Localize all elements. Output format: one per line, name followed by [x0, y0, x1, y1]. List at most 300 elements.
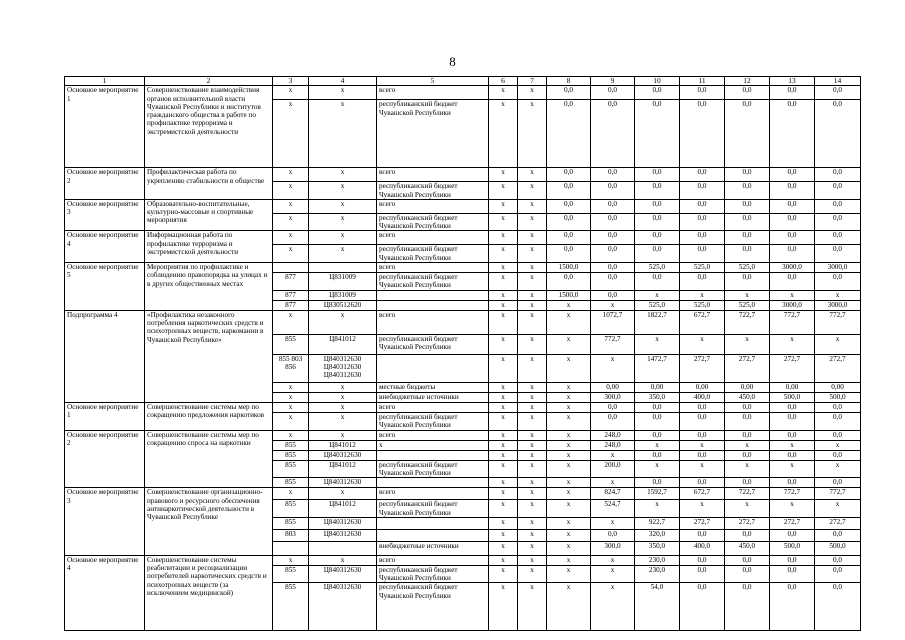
amount-cell: 248,0: [591, 440, 635, 450]
funding-source-cell: республиканский бюджет Чувашской Республики: [377, 583, 489, 631]
amount-cell: 0,0: [725, 213, 770, 231]
activity-title-cell: Образовательно-воспитательные, культурно-массовые и спортивные мероприятия: [145, 199, 273, 231]
amount-cell: 0,0: [725, 583, 770, 631]
amount-cell: x: [518, 199, 547, 213]
funding-source-cell: всего: [377, 86, 489, 100]
target-item-code-cell: Ц841012: [309, 500, 377, 518]
amount-cell: 524,7: [591, 500, 635, 518]
grbs-code-cell: x: [273, 231, 309, 245]
amount-cell: x: [518, 412, 547, 430]
amount-cell: 1472,7: [635, 354, 680, 382]
amount-cell: x: [591, 478, 635, 488]
amount-cell: x: [489, 402, 518, 412]
amount-cell: 824,7: [591, 488, 635, 500]
amount-cell: 0,0: [770, 273, 815, 291]
amount-cell: x: [547, 565, 591, 583]
amount-cell: x: [518, 529, 547, 541]
amount-cell: 0,0: [770, 583, 815, 631]
funding-source-cell: республиканский бюджет Чувашской Республики: [377, 273, 489, 291]
amount-cell: 922,7: [635, 517, 680, 529]
funding-source-cell: всего: [377, 430, 489, 440]
amount-cell: x: [518, 86, 547, 100]
amount-cell: 0,0: [591, 182, 635, 200]
grbs-code-cell: x: [273, 86, 309, 100]
amount-cell: 0,0: [680, 231, 725, 245]
amount-cell: 0,0: [725, 231, 770, 245]
activity-code-cell: Основное мероприятие 2: [65, 168, 145, 200]
target-item-code-cell: Ц841012: [309, 334, 377, 354]
activity-code-cell: Основное мероприятие 3: [65, 199, 145, 231]
amount-cell: 0,0: [725, 199, 770, 213]
amount-cell: 248,0: [591, 430, 635, 440]
table-row: [65, 310, 861, 334]
amount-cell: 272,7: [680, 354, 725, 382]
funding-source-cell: республиканский бюджет Чувашской Республики: [377, 213, 489, 231]
amount-cell: 0,0: [815, 450, 861, 460]
amount-cell: 772,7: [591, 334, 635, 354]
amount-cell: x: [518, 392, 547, 402]
grbs-code-cell: x: [273, 310, 309, 334]
grbs-code-cell: x: [273, 382, 309, 392]
amount-cell: 1592,7: [635, 488, 680, 500]
funding-source-cell: всего: [377, 168, 489, 182]
amount-cell: x: [547, 460, 591, 478]
amount-cell: 0,0: [680, 402, 725, 412]
funding-source-cell: [377, 529, 489, 541]
page-number: 8: [449, 54, 456, 69]
funding-source-cell: x: [377, 440, 489, 450]
amount-cell: x: [489, 392, 518, 402]
amount-cell: x: [547, 382, 591, 392]
amount-cell: x: [489, 412, 518, 430]
grbs-code-cell: 855: [273, 517, 309, 529]
amount-cell: x: [547, 529, 591, 541]
grbs-code-cell: x: [273, 199, 309, 213]
amount-cell: 0,0: [680, 213, 725, 231]
amount-cell: 0,0: [635, 213, 680, 231]
amount-cell: x: [547, 430, 591, 440]
amount-cell: 54,0: [635, 583, 680, 631]
amount-cell: x: [518, 263, 547, 273]
table-row: [65, 555, 861, 565]
amount-cell: x: [518, 100, 547, 168]
amount-cell: x: [591, 583, 635, 631]
amount-cell: 0,0: [815, 199, 861, 213]
amount-cell: 0,0: [591, 86, 635, 100]
amount-cell: x: [518, 245, 547, 263]
amount-cell: x: [518, 290, 547, 300]
activity-code-cell: Основное мероприятие 1: [65, 402, 145, 430]
amount-cell: 500,0: [770, 392, 815, 402]
activity-code-cell: Основное мероприятие 4: [65, 555, 145, 631]
amount-cell: 0,0: [680, 583, 725, 631]
column-number-8: 8: [547, 77, 591, 86]
amount-cell: 0,0: [635, 86, 680, 100]
amount-cell: x: [547, 500, 591, 518]
target-item-code-cell: Ц840312630: [309, 450, 377, 460]
amount-cell: x: [635, 440, 680, 450]
amount-cell: x: [518, 182, 547, 200]
amount-cell: 0,0: [815, 273, 861, 291]
amount-cell: 0,0: [547, 231, 591, 245]
amount-cell: 0,0: [547, 199, 591, 213]
amount-cell: 0,0: [725, 565, 770, 583]
funding-source-cell: [377, 517, 489, 529]
amount-cell: 272,7: [680, 517, 725, 529]
column-number-10: 10: [635, 77, 680, 86]
amount-cell: 350,0: [635, 541, 680, 555]
amount-cell: x: [635, 290, 680, 300]
amount-cell: x: [489, 517, 518, 529]
amount-cell: x: [591, 555, 635, 565]
funding-source-cell: республиканский бюджет Чувашской Республики: [377, 245, 489, 263]
grbs-code-cell: 877: [273, 290, 309, 300]
amount-cell: x: [518, 488, 547, 500]
column-number-12: 12: [725, 77, 770, 86]
amount-cell: 230,0: [635, 555, 680, 565]
amount-cell: x: [489, 529, 518, 541]
column-number-11: 11: [680, 77, 725, 86]
amount-cell: x: [518, 273, 547, 291]
amount-cell: x: [518, 334, 547, 354]
amount-cell: 0,0: [815, 182, 861, 200]
funding-source-cell: всего: [377, 310, 489, 334]
amount-cell: x: [815, 290, 861, 300]
amount-cell: 3000,0: [815, 263, 861, 273]
amount-cell: x: [489, 450, 518, 460]
amount-cell: 200,0: [591, 460, 635, 478]
activity-code-cell: Основное мероприятие 4: [65, 231, 145, 263]
grbs-code-cell: x: [273, 402, 309, 412]
amount-cell: x: [489, 488, 518, 500]
amount-cell: x: [489, 440, 518, 450]
amount-cell: x: [815, 460, 861, 478]
amount-cell: 0,0: [770, 213, 815, 231]
table-row: [65, 168, 861, 182]
amount-cell: 0,0: [770, 555, 815, 565]
amount-cell: 0,0: [815, 100, 861, 168]
activity-title-cell: Информационная работа по профилактике терроризма и экстремистской деятельности: [145, 231, 273, 263]
amount-cell: x: [680, 440, 725, 450]
column-number-1: 1: [65, 77, 145, 86]
amount-cell: 400,0: [680, 541, 725, 555]
amount-cell: 0,00: [635, 382, 680, 392]
amount-cell: x: [518, 555, 547, 565]
amount-cell: x: [518, 583, 547, 631]
amount-cell: 0,00: [680, 382, 725, 392]
target-item-code-cell: [309, 263, 377, 273]
amount-cell: 0,0: [680, 182, 725, 200]
target-item-code-cell: Ц841012: [309, 460, 377, 478]
grbs-code-cell: x: [273, 213, 309, 231]
amount-cell: x: [518, 213, 547, 231]
amount-cell: x: [547, 488, 591, 500]
amount-cell: 0,0: [635, 402, 680, 412]
column-number-7: 7: [518, 77, 547, 86]
table-row: [65, 402, 861, 412]
amount-cell: 0,0: [770, 182, 815, 200]
amount-cell: x: [725, 440, 770, 450]
amount-cell: x: [489, 500, 518, 518]
amount-cell: x: [635, 460, 680, 478]
funding-source-cell: местные бюджеты: [377, 382, 489, 392]
amount-cell: 0,0: [680, 430, 725, 440]
amount-cell: x: [770, 500, 815, 518]
amount-cell: x: [489, 100, 518, 168]
activity-code-cell: Основное мероприятие 2: [65, 430, 145, 488]
amount-cell: 0,0: [591, 168, 635, 182]
amount-cell: 272,7: [725, 354, 770, 382]
amount-cell: x: [591, 354, 635, 382]
amount-cell: 0,0: [770, 478, 815, 488]
amount-cell: x: [547, 402, 591, 412]
amount-cell: x: [815, 334, 861, 354]
amount-cell: 0,0: [635, 100, 680, 168]
target-item-code-cell: Ц840312630: [309, 529, 377, 541]
target-item-code-cell: x: [309, 213, 377, 231]
amount-cell: 0,0: [725, 100, 770, 168]
amount-cell: x: [815, 500, 861, 518]
target-item-code-cell: x: [309, 245, 377, 263]
amount-cell: 722,7: [725, 310, 770, 334]
target-item-code-cell: [309, 541, 377, 555]
grbs-code-cell: 855: [273, 440, 309, 450]
amount-cell: 272,7: [815, 517, 861, 529]
amount-cell: 0,0: [547, 245, 591, 263]
amount-cell: 272,7: [770, 517, 815, 529]
activity-title-cell: Совершенствование взаимодействия органов исполнительной власти Чувашской Республики и институтов гражданского общества в работе по профилактике терроризма и экстремистской деятельности: [145, 86, 273, 168]
amount-cell: x: [725, 334, 770, 354]
amount-cell: 0,0: [680, 86, 725, 100]
amount-cell: x: [489, 231, 518, 245]
amount-cell: 0,0: [725, 182, 770, 200]
funding-source-cell: республиканский бюджет Чувашской Республики: [377, 412, 489, 430]
amount-cell: 0,0: [635, 245, 680, 263]
amount-cell: x: [489, 334, 518, 354]
target-item-code-cell: x: [309, 402, 377, 412]
funding-source-cell: [377, 290, 489, 300]
amount-cell: x: [489, 245, 518, 263]
amount-cell: x: [518, 500, 547, 518]
amount-cell: 0,0: [680, 100, 725, 168]
amount-cell: x: [489, 263, 518, 273]
amount-cell: 0,0: [815, 478, 861, 488]
amount-cell: 500,0: [815, 541, 861, 555]
grbs-code-cell: 855: [273, 478, 309, 488]
amount-cell: x: [518, 541, 547, 555]
funding-source-cell: всего: [377, 263, 489, 273]
grbs-code-cell: 855 803 856: [273, 354, 309, 382]
amount-cell: 525,0: [680, 263, 725, 273]
amount-cell: 0,00: [725, 382, 770, 392]
amount-cell: x: [518, 430, 547, 440]
amount-cell: 0,0: [815, 565, 861, 583]
amount-cell: 0,0: [680, 199, 725, 213]
amount-cell: 0,0: [680, 529, 725, 541]
activity-code-cell: Основное мероприятие 5: [65, 263, 145, 311]
amount-cell: 0,0: [680, 555, 725, 565]
target-item-code-cell: Ц840312630: [309, 565, 377, 583]
amount-cell: 0,0: [635, 231, 680, 245]
amount-cell: x: [547, 440, 591, 450]
amount-cell: 0,0: [591, 290, 635, 300]
amount-cell: x: [591, 517, 635, 529]
amount-cell: x: [489, 382, 518, 392]
column-number-5: 5: [377, 77, 489, 86]
grbs-code-cell: x: [273, 168, 309, 182]
amount-cell: x: [725, 460, 770, 478]
amount-cell: x: [518, 402, 547, 412]
target-item-code-cell: Ц840312630 Ц840312630 Ц840312630: [309, 354, 377, 382]
amount-cell: 1072,7: [591, 310, 635, 334]
amount-cell: x: [635, 334, 680, 354]
budget-table: [64, 76, 861, 631]
table-row: [65, 430, 861, 440]
activity-title-cell: Мероприятия по профилактике и соблюдению правопорядка на улицах и в других общественных местах: [145, 263, 273, 311]
amount-cell: 300,0: [591, 392, 635, 402]
amount-cell: 0,0: [815, 245, 861, 263]
amount-cell: x: [489, 86, 518, 100]
amount-cell: 0,0: [815, 555, 861, 565]
amount-cell: 0,0: [725, 245, 770, 263]
funding-source-cell: [377, 478, 489, 488]
funding-source-cell: [377, 300, 489, 310]
amount-cell: 500,0: [815, 392, 861, 402]
target-item-code-cell: x: [309, 382, 377, 392]
funding-source-cell: республиканский бюджет Чувашской Республики: [377, 100, 489, 168]
amount-cell: 0,0: [591, 245, 635, 263]
amount-cell: x: [725, 290, 770, 300]
grbs-code-cell: 855: [273, 583, 309, 631]
amount-cell: x: [489, 430, 518, 440]
amount-cell: x: [489, 310, 518, 334]
amount-cell: x: [518, 168, 547, 182]
amount-cell: x: [770, 290, 815, 300]
target-item-code-cell: Ц830512620: [309, 300, 377, 310]
grbs-code-cell: 877: [273, 300, 309, 310]
amount-cell: x: [680, 334, 725, 354]
amount-cell: 0,0: [725, 86, 770, 100]
amount-cell: x: [489, 478, 518, 488]
funding-source-cell: республиканский бюджет Чувашской Республики: [377, 334, 489, 354]
column-number-9: 9: [591, 77, 635, 86]
amount-cell: x: [547, 541, 591, 555]
activity-code-cell: Основное мероприятие 1: [65, 86, 145, 168]
amount-cell: 0,0: [680, 245, 725, 263]
amount-cell: 0,0: [635, 168, 680, 182]
amount-cell: 1822,7: [635, 310, 680, 334]
amount-cell: 0,0: [591, 402, 635, 412]
amount-cell: 0,0: [725, 168, 770, 182]
amount-cell: x: [547, 300, 591, 310]
amount-cell: 0,0: [547, 213, 591, 231]
funding-source-cell: [377, 354, 489, 382]
grbs-code-cell: x: [273, 430, 309, 440]
amount-cell: x: [518, 478, 547, 488]
table-row: [65, 199, 861, 213]
grbs-code-cell: 803: [273, 529, 309, 541]
target-item-code-cell: x: [309, 555, 377, 565]
amount-cell: x: [547, 583, 591, 631]
column-number-2: 2: [145, 77, 273, 86]
activity-code-cell: Основное мероприятие 3: [65, 488, 145, 556]
amount-cell: 0,0: [725, 273, 770, 291]
amount-cell: x: [635, 500, 680, 518]
amount-cell: 0,0: [635, 450, 680, 460]
amount-cell: 1500,0: [547, 290, 591, 300]
table-row: [65, 231, 861, 245]
amount-cell: x: [591, 450, 635, 460]
amount-cell: 0,0: [635, 182, 680, 200]
amount-cell: x: [489, 182, 518, 200]
amount-cell: x: [489, 460, 518, 478]
amount-cell: x: [518, 354, 547, 382]
amount-cell: 0,0: [815, 168, 861, 182]
grbs-code-cell: 855: [273, 500, 309, 518]
amount-cell: 0,0: [770, 412, 815, 430]
amount-cell: 0,0: [770, 199, 815, 213]
table-row: [65, 86, 861, 100]
grbs-code-cell: x: [273, 555, 309, 565]
amount-cell: 0,0: [547, 168, 591, 182]
amount-cell: x: [770, 334, 815, 354]
amount-cell: 0,0: [591, 231, 635, 245]
amount-cell: x: [547, 450, 591, 460]
amount-cell: 1500,0: [547, 263, 591, 273]
amount-cell: 525,0: [725, 263, 770, 273]
amount-cell: x: [591, 300, 635, 310]
amount-cell: 0,0: [591, 100, 635, 168]
amount-cell: 525,0: [635, 263, 680, 273]
target-item-code-cell: x: [309, 231, 377, 245]
amount-cell: 525,0: [725, 300, 770, 310]
grbs-code-cell: 855: [273, 334, 309, 354]
amount-cell: 500,0: [770, 541, 815, 555]
amount-cell: 672,7: [680, 488, 725, 500]
amount-cell: x: [489, 354, 518, 382]
grbs-code-cell: x: [273, 245, 309, 263]
target-item-code-cell: x: [309, 168, 377, 182]
amount-cell: 0,0: [770, 565, 815, 583]
amount-cell: 320,0: [635, 529, 680, 541]
funding-source-cell: всего: [377, 231, 489, 245]
activity-title-cell: «Профилактика незаконного потребления наркотических средств и психотропных веществ, наркомании в Чувашской Республике»: [145, 310, 273, 402]
target-item-code-cell: x: [309, 182, 377, 200]
amount-cell: 0,0: [770, 430, 815, 440]
amount-cell: 0,0: [591, 199, 635, 213]
amount-cell: 772,7: [770, 488, 815, 500]
amount-cell: x: [518, 310, 547, 334]
amount-cell: x: [680, 290, 725, 300]
amount-cell: x: [680, 460, 725, 478]
amount-cell: x: [518, 565, 547, 583]
grbs-code-cell: x: [273, 392, 309, 402]
activity-title-cell: Совершенствование системы мер по сокращению предложения наркотиков: [145, 402, 273, 430]
funding-source-cell: всего: [377, 402, 489, 412]
funding-source-cell: всего: [377, 555, 489, 565]
amount-cell: 0,0: [725, 478, 770, 488]
target-item-code-cell: Ц831009: [309, 273, 377, 291]
amount-cell: 0,0: [635, 478, 680, 488]
amount-cell: 0,0: [635, 199, 680, 213]
amount-cell: 0,0: [815, 529, 861, 541]
amount-cell: x: [547, 334, 591, 354]
funding-source-cell: республиканский бюджет Чувашской Республики: [377, 565, 489, 583]
amount-cell: x: [518, 440, 547, 450]
amount-cell: x: [547, 517, 591, 529]
amount-cell: x: [489, 213, 518, 231]
amount-cell: 0,00: [770, 382, 815, 392]
